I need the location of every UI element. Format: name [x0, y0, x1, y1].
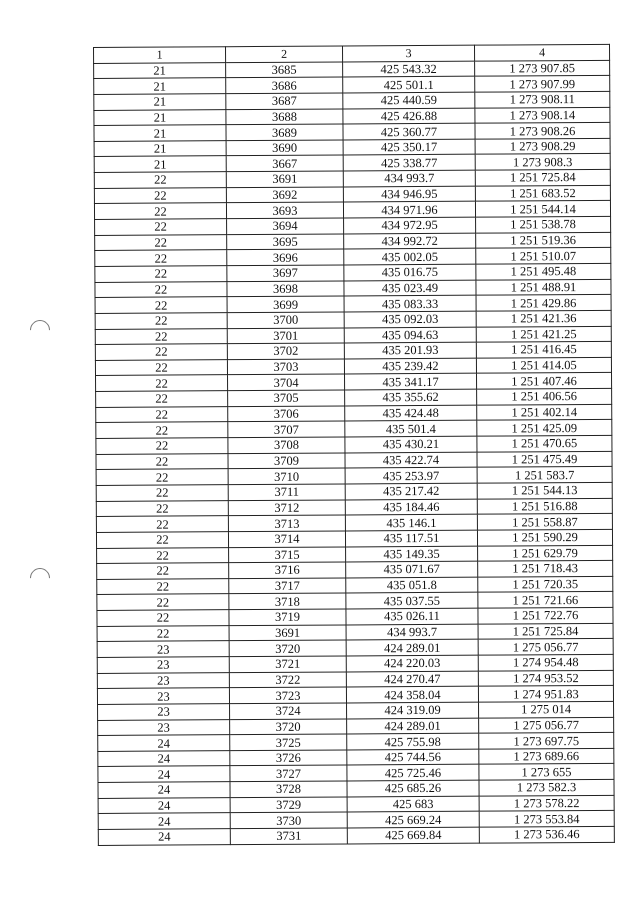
parcel-number-cell: 21: [94, 156, 226, 172]
x-coordinate-cell: 434 993.7: [343, 170, 475, 186]
point-number-cell: 3728: [230, 781, 347, 797]
y-coordinate-cell: 1 273 907.85: [475, 60, 610, 76]
x-coordinate-cell: 424 289.01: [347, 718, 479, 734]
parcel-number-cell: 22: [96, 469, 228, 485]
y-coordinate-cell: 1 251 407.46: [477, 373, 612, 389]
x-coordinate-cell: 425 543.32: [343, 61, 475, 77]
x-coordinate-cell: 435 184.46: [345, 499, 477, 515]
y-coordinate-cell: 1 251 725.84: [475, 169, 610, 185]
point-number-cell: 3722: [229, 672, 346, 688]
point-number-cell: 3691: [229, 625, 346, 641]
y-coordinate-cell: 1 251 421.25: [476, 326, 611, 342]
y-coordinate-cell: 1 273 697.75: [479, 733, 614, 749]
point-number-cell: 3715: [229, 546, 346, 562]
x-coordinate-cell: 425 426.88: [343, 108, 475, 124]
y-coordinate-cell: 1 273 908.3: [475, 154, 610, 170]
point-number-cell: 3712: [228, 500, 345, 516]
parcel-number-cell: 22: [95, 250, 227, 266]
point-number-cell: 3698: [227, 281, 344, 297]
x-coordinate-cell: 424 358.04: [346, 686, 478, 702]
point-number-cell: 3697: [227, 265, 344, 281]
y-coordinate-cell: 1 251 722.76: [478, 607, 613, 623]
point-number-cell: 3720: [230, 719, 347, 735]
point-number-cell: 3693: [226, 202, 343, 218]
parcel-number-cell: 22: [96, 500, 228, 516]
point-number-cell: 3719: [229, 609, 346, 625]
y-coordinate-cell: 1 251 629.79: [478, 545, 613, 561]
y-coordinate-cell: 1 251 519.36: [476, 232, 611, 248]
y-coordinate-cell: 1 251 475.49: [477, 451, 612, 467]
x-coordinate-cell: 435 355.62: [345, 389, 477, 405]
x-coordinate-cell: 435 016.75: [344, 264, 476, 280]
point-number-cell: 3687: [226, 93, 343, 109]
point-number-cell: 3708: [228, 437, 345, 453]
y-coordinate-cell: 1 273 908.11: [475, 91, 610, 107]
x-coordinate-cell: 435 037.55: [346, 593, 478, 609]
parcel-number-cell: 22: [95, 266, 227, 282]
x-coordinate-cell: 435 117.51: [345, 530, 477, 546]
punch-hole-mark: [26, 316, 54, 344]
x-coordinate-cell: 435 501.4: [345, 421, 477, 437]
x-coordinate-cell: 434 946.95: [343, 186, 475, 202]
point-number-cell: 3721: [229, 656, 346, 672]
parcel-number-cell: 24: [98, 797, 230, 813]
y-coordinate-cell: 1 273 908.29: [475, 138, 610, 154]
y-coordinate-cell: 1 251 406.56: [477, 388, 612, 404]
parcel-number-cell: 24: [98, 829, 230, 845]
y-coordinate-cell: 1 273 553.84: [479, 811, 614, 827]
y-coordinate-cell: 1 275 014: [479, 701, 614, 717]
x-coordinate-cell: 424 270.47: [346, 671, 478, 687]
point-number-cell: 3730: [230, 812, 347, 828]
y-coordinate-cell: 1 251 510.07: [476, 248, 611, 264]
parcel-number-cell: 24: [98, 813, 230, 829]
point-number-cell: 3667: [226, 155, 343, 171]
x-coordinate-cell: 434 971.96: [343, 202, 475, 218]
x-coordinate-cell: 424 220.03: [346, 655, 478, 671]
y-coordinate-cell: 1 273 582.3: [479, 779, 614, 795]
x-coordinate-cell: 425 338.77: [343, 155, 475, 171]
point-number-cell: 3716: [229, 562, 346, 578]
point-number-cell: 3694: [227, 218, 344, 234]
x-coordinate-cell: 425 683: [347, 796, 479, 812]
punch-hole-mark: [26, 564, 54, 592]
y-coordinate-cell: 1 273 578.22: [479, 795, 614, 811]
y-coordinate-cell: 1 251 470.65: [477, 435, 612, 451]
x-coordinate-cell: 434 972.95: [344, 217, 476, 233]
x-coordinate-cell: 425 501.1: [343, 76, 475, 92]
parcel-number-cell: 23: [97, 672, 229, 688]
parcel-number-cell: 21: [94, 125, 226, 141]
point-number-cell: 3704: [228, 374, 345, 390]
x-coordinate-cell: 425 755.98: [347, 733, 479, 749]
y-coordinate-cell: 1 273 689.66: [479, 748, 614, 764]
point-number-cell: 3718: [229, 593, 346, 609]
point-number-cell: 3688: [226, 109, 343, 125]
point-number-cell: 3713: [228, 515, 345, 531]
point-number-cell: 3717: [229, 578, 346, 594]
point-number-cell: 3709: [228, 453, 345, 469]
x-coordinate-cell: 435 146.1: [345, 514, 477, 530]
x-coordinate-cell: 435 422.74: [345, 452, 477, 468]
point-number-cell: 3685: [226, 62, 343, 78]
x-coordinate-cell: 424 319.09: [347, 702, 479, 718]
y-coordinate-cell: 1 273 655: [479, 764, 614, 780]
y-coordinate-cell: 1 273 908.14: [475, 107, 610, 123]
parcel-number-cell: 24: [98, 782, 230, 798]
x-coordinate-cell: 435 094.63: [344, 327, 476, 343]
point-number-cell: 3714: [228, 531, 345, 547]
parcel-number-cell: 22: [96, 391, 228, 407]
y-coordinate-cell: 1 251 725.84: [478, 623, 613, 639]
point-number-cell: 3711: [228, 484, 345, 500]
y-coordinate-cell: 1 273 536.46: [479, 826, 614, 842]
parcel-number-cell: 22: [95, 219, 227, 235]
x-coordinate-cell: 435 002.05: [344, 248, 476, 264]
x-coordinate-cell: 435 201.93: [344, 342, 476, 358]
header-cell-2: 2: [226, 46, 343, 62]
y-coordinate-cell: 1 273 907.99: [475, 76, 610, 92]
y-coordinate-cell: 1 251 516.88: [477, 498, 612, 514]
y-coordinate-cell: 1 251 721.66: [478, 592, 613, 608]
header-cell-3: 3: [342, 45, 474, 61]
x-coordinate-cell: 425 350.17: [343, 139, 475, 155]
x-coordinate-cell: 435 092.03: [344, 311, 476, 327]
point-number-cell: 3700: [227, 312, 344, 328]
x-coordinate-cell: 435 051.8: [346, 577, 478, 593]
parcel-number-cell: 22: [95, 359, 227, 375]
y-coordinate-cell: 1 251 416.45: [476, 342, 611, 358]
y-coordinate-cell: 1 275 056.77: [478, 639, 613, 655]
y-coordinate-cell: 1 274 953.52: [478, 670, 613, 686]
x-coordinate-cell: 425 669.84: [347, 827, 479, 843]
x-coordinate-cell: 425 725.46: [347, 765, 479, 781]
table-body: [94, 60, 615, 845]
parcel-number-cell: 23: [98, 719, 230, 735]
point-number-cell: 3692: [226, 187, 343, 203]
x-coordinate-cell: 435 083.33: [344, 295, 476, 311]
parcel-number-cell: 22: [97, 594, 229, 610]
y-coordinate-cell: 1 251 720.35: [478, 576, 613, 592]
point-number-cell: 3706: [228, 406, 345, 422]
parcel-number-cell: 23: [97, 641, 229, 657]
y-coordinate-cell: 1 275 056.77: [479, 717, 614, 733]
parcel-number-cell: 21: [94, 109, 226, 125]
y-coordinate-cell: 1 251 583.7: [477, 467, 612, 483]
parcel-number-cell: 22: [96, 375, 228, 391]
x-coordinate-cell: 435 430.21: [345, 436, 477, 452]
y-coordinate-cell: 1 251 718.43: [478, 560, 613, 576]
point-number-cell: 3696: [227, 249, 344, 265]
y-coordinate-cell: 1 251 544.14: [475, 201, 610, 217]
parcel-number-cell: 22: [97, 547, 229, 563]
parcel-number-cell: 22: [94, 172, 226, 188]
parcel-number-cell: 22: [96, 532, 228, 548]
coordinates-table-container: [93, 44, 614, 846]
parcel-number-cell: 22: [94, 187, 226, 203]
x-coordinate-cell: 435 026.11: [346, 608, 478, 624]
point-number-cell: 3690: [226, 140, 343, 156]
parcel-number-cell: 21: [94, 94, 226, 110]
point-number-cell: 3720: [229, 640, 346, 656]
parcel-number-cell: 22: [96, 438, 228, 454]
x-coordinate-cell: 425 360.77: [343, 123, 475, 139]
header-cell-1: 1: [94, 47, 226, 63]
parcel-number-cell: 22: [96, 485, 228, 501]
y-coordinate-cell: 1 251 590.29: [477, 529, 612, 545]
parcel-number-cell: 24: [98, 735, 230, 751]
table-row: [98, 826, 614, 845]
y-coordinate-cell: 1 274 954.48: [478, 654, 613, 670]
parcel-number-cell: 22: [97, 610, 229, 626]
y-coordinate-cell: 1 251 421.36: [476, 310, 611, 326]
y-coordinate-cell: 1 251 425.09: [477, 420, 612, 436]
x-coordinate-cell: 435 217.42: [345, 483, 477, 499]
x-coordinate-cell: 435 341.17: [345, 374, 477, 390]
point-number-cell: 3702: [227, 343, 344, 359]
point-number-cell: 3727: [230, 765, 347, 781]
parcel-number-cell: 23: [98, 704, 230, 720]
point-number-cell: 3723: [229, 687, 346, 703]
parcel-number-cell: 24: [98, 766, 230, 782]
point-number-cell: 3726: [230, 750, 347, 766]
x-coordinate-cell: 425 440.59: [343, 92, 475, 108]
point-number-cell: 3710: [228, 468, 345, 484]
y-coordinate-cell: 1 251 488.91: [476, 279, 611, 295]
x-coordinate-cell: 435 023.49: [344, 280, 476, 296]
parcel-number-cell: 22: [94, 203, 226, 219]
parcel-number-cell: 22: [97, 625, 229, 641]
y-coordinate-cell: 1 251 495.48: [476, 263, 611, 279]
point-number-cell: 3699: [227, 296, 344, 312]
y-coordinate-cell: 1 251 429.86: [476, 295, 611, 311]
x-coordinate-cell: 435 253.97: [345, 467, 477, 483]
x-coordinate-cell: 425 669.24: [347, 812, 479, 828]
x-coordinate-cell: 435 071.67: [346, 561, 478, 577]
parcel-number-cell: 22: [97, 563, 229, 579]
y-coordinate-cell: 1 273 908.26: [475, 123, 610, 139]
x-coordinate-cell: 435 239.42: [344, 358, 476, 374]
y-coordinate-cell: 1 251 683.52: [475, 185, 610, 201]
point-number-cell: 3691: [226, 171, 343, 187]
parcel-number-cell: 21: [94, 141, 226, 157]
parcel-number-cell: 23: [97, 688, 229, 704]
y-coordinate-cell: 1 251 544.13: [477, 482, 612, 498]
parcel-number-cell: 21: [94, 78, 226, 94]
coordinates-table: [93, 44, 615, 846]
parcel-number-cell: 22: [95, 328, 227, 344]
parcel-number-cell: 21: [94, 62, 226, 78]
point-number-cell: 3705: [228, 390, 345, 406]
parcel-number-cell: 24: [98, 751, 230, 767]
parcel-number-cell: 22: [95, 313, 227, 329]
parcel-number-cell: 22: [96, 422, 228, 438]
y-coordinate-cell: 1 251 538.78: [476, 216, 611, 232]
point-number-cell: 3686: [226, 77, 343, 93]
y-coordinate-cell: 1 274 951.83: [478, 686, 613, 702]
point-number-cell: 3731: [230, 828, 347, 844]
parcel-number-cell: 22: [96, 516, 228, 532]
point-number-cell: 3701: [227, 328, 344, 344]
parcel-number-cell: 22: [96, 453, 228, 469]
x-coordinate-cell: 424 289.01: [346, 640, 478, 656]
point-number-cell: 3707: [228, 421, 345, 437]
parcel-number-cell: 22: [95, 234, 227, 250]
point-number-cell: 3725: [230, 734, 347, 750]
point-number-cell: 3724: [230, 703, 347, 719]
parcel-number-cell: 22: [95, 281, 227, 297]
y-coordinate-cell: 1 251 558.87: [477, 514, 612, 530]
y-coordinate-cell: 1 251 414.05: [476, 357, 611, 373]
x-coordinate-cell: 425 744.56: [347, 749, 479, 765]
parcel-number-cell: 23: [97, 657, 229, 673]
header-cell-4: 4: [474, 44, 609, 60]
x-coordinate-cell: 435 424.48: [345, 405, 477, 421]
parcel-number-cell: 22: [97, 578, 229, 594]
x-coordinate-cell: 425 685.26: [347, 780, 479, 796]
parcel-number-cell: 22: [95, 344, 227, 360]
point-number-cell: 3703: [227, 359, 344, 375]
parcel-number-cell: 22: [96, 406, 228, 422]
parcel-number-cell: 22: [95, 297, 227, 313]
point-number-cell: 3689: [226, 124, 343, 140]
x-coordinate-cell: 434 993.7: [346, 624, 478, 640]
y-coordinate-cell: 1 251 402.14: [477, 404, 612, 420]
point-number-cell: 3695: [227, 234, 344, 250]
x-coordinate-cell: 434 992.72: [344, 233, 476, 249]
x-coordinate-cell: 435 149.35: [346, 546, 478, 562]
point-number-cell: 3729: [230, 797, 347, 813]
